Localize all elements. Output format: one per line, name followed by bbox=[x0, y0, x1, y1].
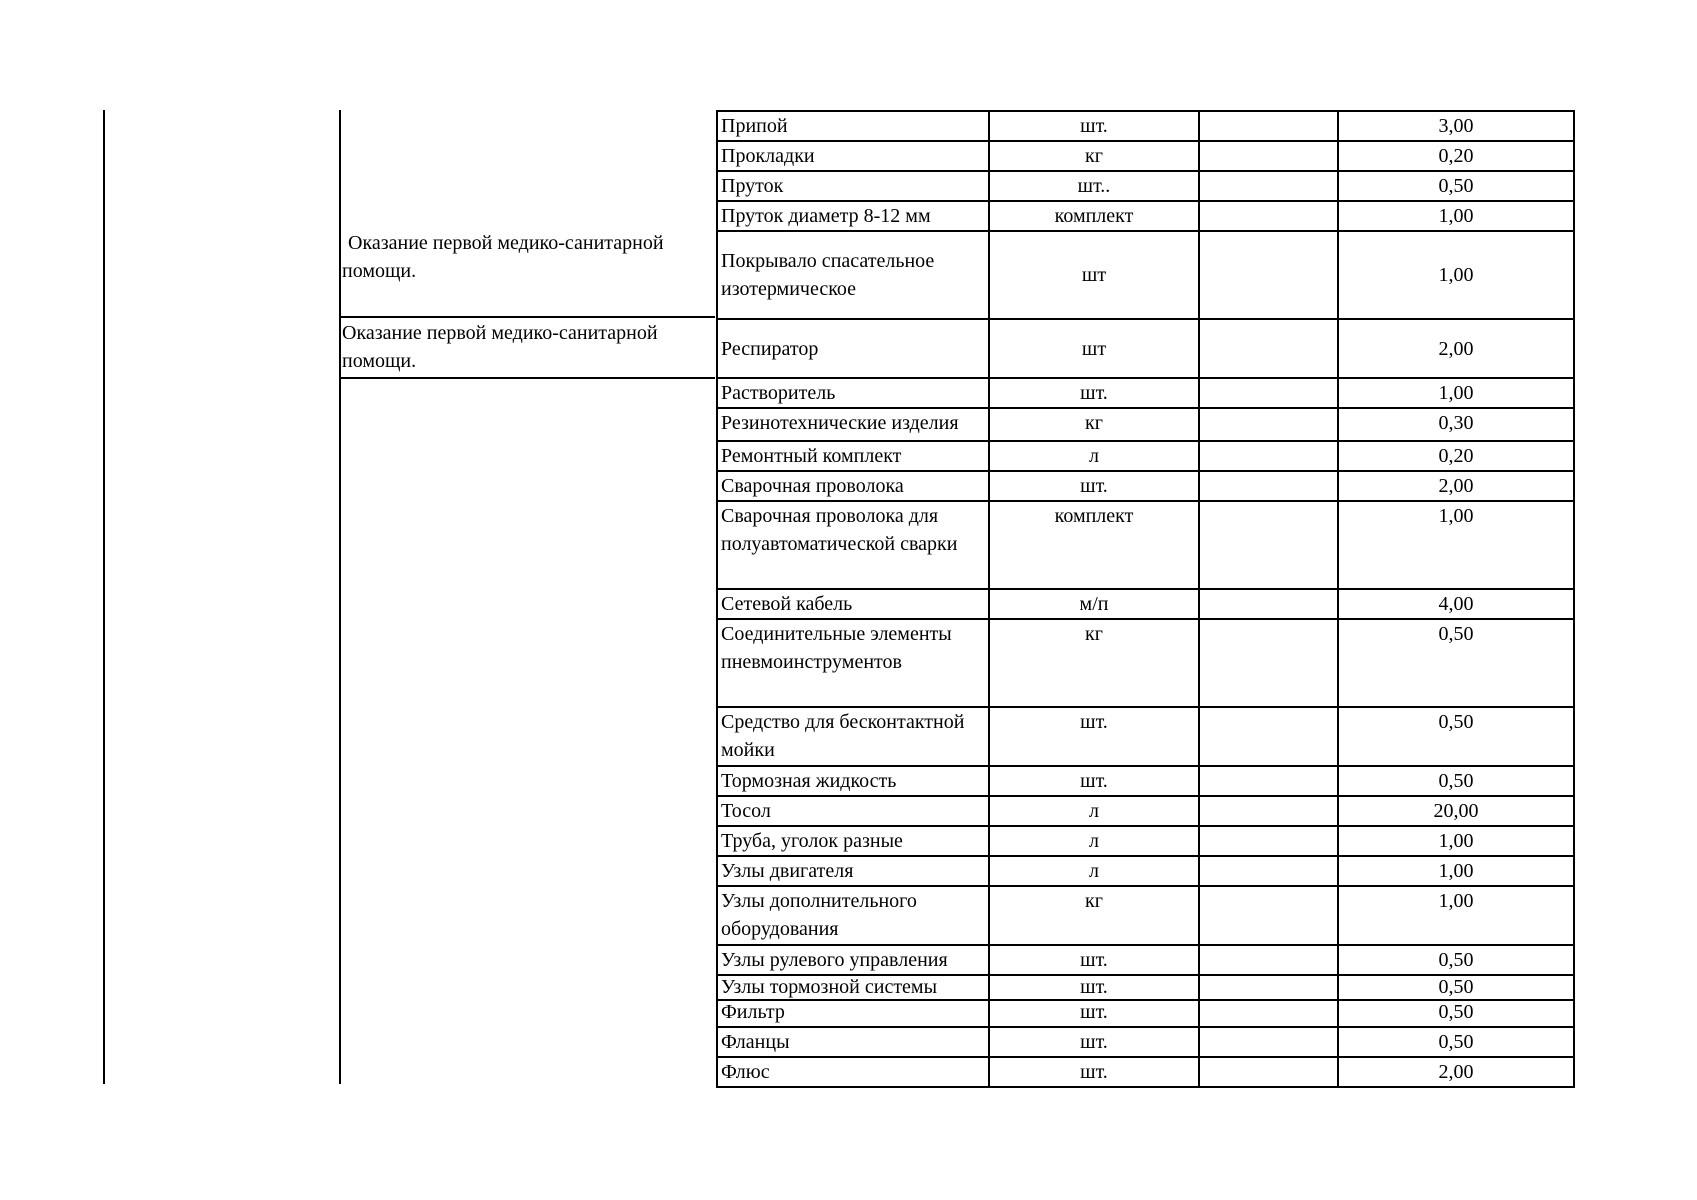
blank-cell bbox=[1199, 1000, 1338, 1027]
unit-cell: шт bbox=[989, 231, 1199, 319]
quantity-cell: 2,00 bbox=[1338, 319, 1574, 378]
quantity-cell: 1,00 bbox=[1338, 826, 1574, 856]
blank-cell bbox=[1199, 826, 1338, 856]
table-row bbox=[717, 707, 1574, 766]
quantity-cell: 0,50 bbox=[1338, 619, 1574, 707]
item-name-cell: Тормозная жидкость bbox=[717, 766, 989, 796]
quantity-cell: 1,00 bbox=[1338, 231, 1574, 319]
blank-cell bbox=[1199, 201, 1338, 231]
blank-cell bbox=[1199, 171, 1338, 201]
item-name-cell: Сварочная проволока bbox=[717, 471, 989, 501]
note-line: помощи. bbox=[342, 350, 417, 372]
unit-cell: шт. bbox=[989, 111, 1199, 141]
item-name-cell: Ремонтный комплект bbox=[717, 441, 989, 471]
item-name-cell: Растворитель bbox=[717, 378, 989, 408]
item-name-cell: Узлы дополнительного оборудования bbox=[717, 886, 989, 945]
table-row bbox=[717, 441, 1574, 471]
unit-cell: шт. bbox=[989, 975, 1199, 1000]
left-column-border bbox=[103, 110, 105, 1084]
table-row bbox=[717, 766, 1574, 796]
materials-table-body bbox=[717, 111, 1574, 1087]
item-name-cell: Узлы рулевого управления bbox=[717, 945, 989, 975]
unit-cell: кг bbox=[989, 141, 1199, 171]
blank-cell bbox=[1199, 1057, 1338, 1087]
table-row bbox=[717, 471, 1574, 501]
blank-cell bbox=[1199, 589, 1338, 619]
blank-cell bbox=[1199, 1027, 1338, 1057]
quantity-cell: 1,00 bbox=[1338, 201, 1574, 231]
note-line: помощи. bbox=[342, 260, 417, 282]
item-name-cell: Флюс bbox=[717, 1057, 989, 1087]
unit-cell: шт. bbox=[989, 1057, 1199, 1087]
item-name-cell: Пруток диаметр 8-12 мм bbox=[717, 201, 989, 231]
unit-cell: шт.. bbox=[989, 171, 1199, 201]
quantity-cell: 0,50 bbox=[1338, 945, 1574, 975]
table-row bbox=[717, 141, 1574, 171]
item-name-cell: Узлы тормозной системы bbox=[717, 975, 989, 1000]
item-name-cell: Фланцы bbox=[717, 1027, 989, 1057]
note-line: Оказание первой медико-санитарной bbox=[348, 232, 664, 254]
unit-cell: шт bbox=[989, 319, 1199, 378]
table-row bbox=[717, 1000, 1574, 1027]
section-note-first-aid bbox=[342, 229, 664, 285]
item-name-cell: Средство для бесконтактной мойки bbox=[717, 707, 989, 766]
table-row bbox=[717, 945, 1574, 975]
quantity-cell: 0,30 bbox=[1338, 408, 1574, 441]
quantity-cell: 1,00 bbox=[1338, 501, 1574, 589]
table-row bbox=[717, 1027, 1574, 1057]
blank-cell bbox=[1199, 319, 1338, 378]
quantity-cell: 20,00 bbox=[1338, 796, 1574, 826]
quantity-cell: 2,00 bbox=[1338, 1057, 1574, 1087]
quantity-cell: 0,50 bbox=[1338, 975, 1574, 1000]
quantity-cell: 4,00 bbox=[1338, 589, 1574, 619]
blank-cell bbox=[1199, 796, 1338, 826]
item-name-cell: Покрывало спасательное изотермическое bbox=[717, 231, 989, 319]
blank-cell bbox=[1199, 766, 1338, 796]
table-row bbox=[717, 826, 1574, 856]
table-row bbox=[717, 378, 1574, 408]
quantity-cell: 0,20 bbox=[1338, 141, 1574, 171]
blank-cell bbox=[1199, 408, 1338, 441]
table-row bbox=[717, 1057, 1574, 1087]
table-row bbox=[717, 886, 1574, 945]
blank-cell bbox=[1199, 619, 1338, 707]
item-name-cell: Прокладки bbox=[717, 141, 989, 171]
item-name-cell: Сварочная проволока для полуавтоматической сварки bbox=[717, 501, 989, 589]
quantity-cell: 0,50 bbox=[1338, 1027, 1574, 1057]
unit-cell: л bbox=[989, 441, 1199, 471]
blank-cell bbox=[1199, 441, 1338, 471]
table-row bbox=[717, 975, 1574, 1000]
item-name-cell: Труба, уголок разные bbox=[717, 826, 989, 856]
item-name-cell: Припой bbox=[717, 111, 989, 141]
unit-cell: комплект bbox=[989, 201, 1199, 231]
unit-cell: м/п bbox=[989, 589, 1199, 619]
unit-cell: шт. bbox=[989, 1000, 1199, 1027]
item-name-cell: Пруток bbox=[717, 171, 989, 201]
quantity-cell: 0,50 bbox=[1338, 1000, 1574, 1027]
unit-cell: комплект bbox=[989, 501, 1199, 589]
middle-column-border bbox=[339, 110, 341, 1084]
blank-cell bbox=[1199, 707, 1338, 766]
blank-cell bbox=[1199, 141, 1338, 171]
unit-cell: шт. bbox=[989, 766, 1199, 796]
table-row bbox=[717, 319, 1574, 378]
blank-cell bbox=[1199, 471, 1338, 501]
unit-cell: шт. bbox=[989, 471, 1199, 501]
unit-cell: шт. bbox=[989, 378, 1199, 408]
item-name-cell: Респиратор bbox=[717, 319, 989, 378]
table-row bbox=[717, 408, 1574, 441]
table-row bbox=[717, 111, 1574, 141]
unit-cell: л bbox=[989, 796, 1199, 826]
section-note-first-aid-box bbox=[339, 316, 715, 379]
blank-cell bbox=[1199, 886, 1338, 945]
item-name-cell: Узлы двигателя bbox=[717, 856, 989, 886]
table-row bbox=[717, 201, 1574, 231]
item-name-cell: Тосол bbox=[717, 796, 989, 826]
quantity-cell: 1,00 bbox=[1338, 886, 1574, 945]
materials-table bbox=[716, 110, 1575, 1088]
quantity-cell: 0,50 bbox=[1338, 707, 1574, 766]
quantity-cell: 0,20 bbox=[1338, 441, 1574, 471]
blank-cell bbox=[1199, 856, 1338, 886]
item-name-cell: Сетевой кабель bbox=[717, 589, 989, 619]
table-row bbox=[717, 619, 1574, 707]
blank-cell bbox=[1199, 111, 1338, 141]
unit-cell: кг bbox=[989, 408, 1199, 441]
blank-cell bbox=[1199, 378, 1338, 408]
blank-cell bbox=[1199, 945, 1338, 975]
table-row bbox=[717, 501, 1574, 589]
quantity-cell: 2,00 bbox=[1338, 471, 1574, 501]
item-name-cell: Фильтр bbox=[717, 1000, 989, 1027]
item-name-cell: Резинотехнические изделия bbox=[717, 408, 989, 441]
table-row bbox=[717, 589, 1574, 619]
table-row bbox=[717, 796, 1574, 826]
blank-cell bbox=[1199, 231, 1338, 319]
quantity-cell: 0,50 bbox=[1338, 171, 1574, 201]
unit-cell: шт. bbox=[989, 707, 1199, 766]
blank-cell bbox=[1199, 975, 1338, 1000]
item-name-cell: Соединительные элементы пневмоинструментов bbox=[717, 619, 989, 707]
unit-cell: кг bbox=[989, 619, 1199, 707]
unit-cell: л bbox=[989, 856, 1199, 886]
unit-cell: кг bbox=[989, 886, 1199, 945]
table-row bbox=[717, 856, 1574, 886]
quantity-cell: 0,50 bbox=[1338, 766, 1574, 796]
table-row bbox=[717, 171, 1574, 201]
note-line: Оказание первой медико-санитарной bbox=[342, 322, 658, 344]
unit-cell: л bbox=[989, 826, 1199, 856]
quantity-cell: 1,00 bbox=[1338, 856, 1574, 886]
unit-cell: шт. bbox=[989, 1027, 1199, 1057]
blank-cell bbox=[1199, 501, 1338, 589]
quantity-cell: 3,00 bbox=[1338, 111, 1574, 141]
unit-cell: шт. bbox=[989, 945, 1199, 975]
table-row bbox=[717, 231, 1574, 319]
quantity-cell: 1,00 bbox=[1338, 378, 1574, 408]
section-note-first-aid-2 bbox=[342, 319, 658, 375]
